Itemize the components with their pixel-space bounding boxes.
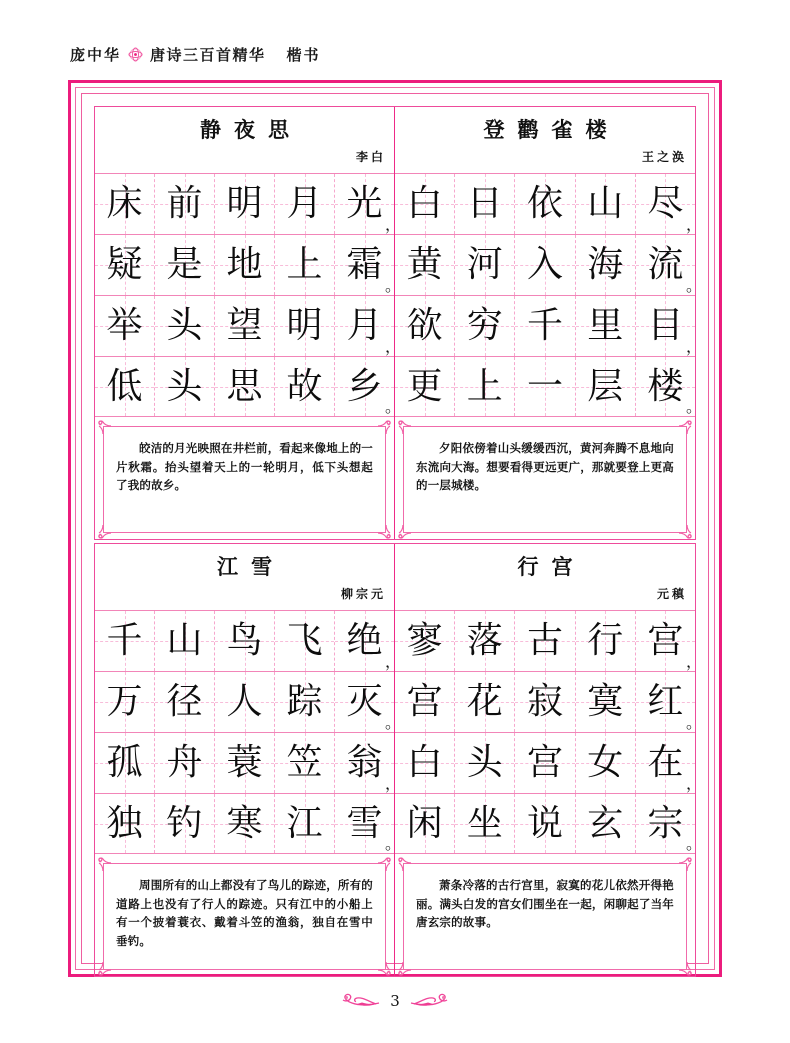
character-cell[interactable] [215,174,275,234]
line-punctuation: 。 [686,834,703,853]
character-glyph: 乡 [346,365,383,407]
corner-flourish-icon [97,961,112,976]
poem-title: 登鹳雀楼 [483,118,620,142]
character-glyph: 地 [226,244,263,285]
character-glyph: 目 [647,305,684,346]
character-cell[interactable] [215,235,275,295]
character-glyph: 楼 [647,365,684,407]
character-glyph: 闲 [406,802,443,844]
character-cell[interactable] [455,174,515,234]
corner-flourish-icon [377,420,392,435]
character-cell[interactable] [576,733,636,793]
character-cell[interactable] [515,296,575,356]
character-glyph: 流 [647,244,684,285]
character-cell[interactable] [515,611,575,671]
poem-header [95,107,394,173]
translation-note-text: 萧条冷落的古行宫里，寂寞的花儿依然开得艳丽。满头白发的宫女们围坐在一起，闲聊起了当年唐玄宗的故事。 [416,878,674,930]
character-glyph: 月 [346,305,383,346]
character-cell[interactable] [576,357,636,416]
character-glyph: 飞 [286,620,323,661]
corner-flourish-icon [678,420,693,435]
line-punctuation: 。 [384,276,401,295]
character-cell[interactable] [576,296,636,356]
character-cell[interactable] [155,611,215,671]
poem-header [95,544,394,610]
translation-note-box [103,426,386,533]
character-cell[interactable] [395,296,455,356]
translation-note-area [95,854,394,976]
character-cell[interactable] [636,672,703,732]
poem-author: 王之涣 [641,150,687,164]
character-cell[interactable] [275,357,335,416]
character-cell[interactable] [95,174,155,234]
character-cell[interactable] [636,174,703,234]
line-punctuation: ， [686,215,703,234]
character-glyph: 白 [406,742,443,783]
character-practice-grid [395,173,703,417]
character-cell[interactable] [335,672,401,732]
character-glyph: 独 [106,802,143,844]
character-cell[interactable] [275,672,335,732]
line-punctuation: ， [384,652,401,671]
character-glyph: 山 [166,620,203,661]
page-number: 3 [390,992,400,1010]
character-glyph: 山 [587,183,624,224]
character-glyph: 寥 [406,620,443,661]
corner-flourish-icon [97,524,112,539]
corner-flourish-icon [678,524,693,539]
character-cell[interactable] [215,611,275,671]
character-glyph: 在 [647,742,684,783]
character-glyph: 翁 [346,742,383,783]
character-glyph: 宫 [406,681,443,722]
character-cell[interactable] [576,611,636,671]
corner-flourish-icon [377,961,392,976]
character-glyph: 说 [527,802,564,844]
character-glyph: 宫 [647,620,684,661]
character-glyph: 里 [587,305,624,346]
character-glyph: 寂 [527,681,564,722]
character-cell[interactable] [576,672,636,732]
character-cell[interactable] [455,672,515,732]
character-glyph: 蓑 [226,742,263,783]
character-glyph: 黄 [406,244,443,285]
grid-row [395,356,703,417]
character-cell[interactable] [395,174,455,234]
character-cell[interactable] [636,794,703,853]
character-glyph: 踪 [286,681,323,722]
character-glyph: 疑 [106,244,143,285]
translation-note-box [103,863,386,970]
character-glyph: 落 [466,620,503,661]
character-cell[interactable] [395,235,455,295]
character-cell[interactable] [395,672,455,732]
character-cell[interactable] [275,174,335,234]
character-practice-grid [395,610,703,854]
grid-row [395,234,703,295]
character-cell[interactable] [95,672,155,732]
grid-row [395,295,703,356]
character-glyph: 头 [166,365,203,407]
character-glyph: 上 [466,365,503,407]
character-glyph: 尽 [647,183,684,224]
translation-note-area [395,854,695,976]
character-cell[interactable] [95,357,155,416]
character-glyph: 上 [286,244,323,285]
character-glyph: 床 [106,183,143,224]
character-cell[interactable] [275,296,335,356]
line-punctuation: ， [686,774,703,793]
character-glyph: 人 [226,681,263,722]
character-glyph: 绝 [346,620,383,661]
character-glyph: 欲 [406,305,443,346]
character-cell[interactable] [515,174,575,234]
character-cell[interactable] [95,235,155,295]
character-glyph: 玄 [587,802,624,844]
character-glyph: 更 [406,365,443,407]
line-punctuation: 。 [686,397,703,416]
character-cell[interactable] [335,235,401,295]
character-glyph: 举 [106,305,143,346]
poem-title: 江雪 [217,555,285,579]
character-glyph: 是 [166,244,203,285]
character-glyph: 径 [166,681,203,722]
corner-flourish-icon [397,420,412,435]
page-footer [0,992,790,1010]
character-glyph: 思 [226,365,263,407]
translation-note-text: 夕阳依傍着山头缓缓西沉，黄河奔腾不息地向东流向大海。想要看得更远更广，那就要登上更高的一层城楼。 [416,441,674,493]
flourish-ornament-icon-left [340,992,380,1010]
character-glyph: 海 [587,244,624,285]
character-glyph: 寞 [587,681,624,722]
poem-block-1 [395,107,703,539]
character-glyph: 日 [466,183,503,224]
line-punctuation: 。 [384,834,401,853]
corner-flourish-icon [97,420,112,435]
poem-author: 柳宗元 [340,587,386,601]
character-cell[interactable] [395,611,455,671]
poem-section-top [94,106,703,540]
character-cell[interactable] [335,357,401,416]
character-glyph: 头 [466,742,503,783]
page-header [70,44,321,65]
character-cell[interactable] [636,235,703,295]
character-practice-grid [95,173,401,417]
character-cell[interactable] [95,296,155,356]
character-cell[interactable] [155,235,215,295]
decorative-page-frame [68,80,722,977]
page-content [94,106,703,951]
poem-header [395,544,695,610]
grid-row [395,173,703,234]
character-glyph: 层 [587,365,624,407]
character-cell[interactable] [275,611,335,671]
character-cell[interactable] [95,733,155,793]
character-cell[interactable] [395,357,455,416]
character-glyph: 穷 [466,305,503,346]
grid-row [95,732,401,793]
grid-row [395,793,703,854]
grid-row [95,671,401,732]
character-glyph: 故 [286,365,323,407]
character-glyph: 明 [286,305,323,346]
flourish-ornament-icon-right [410,992,450,1010]
character-cell[interactable] [215,733,275,793]
poem-title: 行宫 [517,555,586,579]
character-cell[interactable] [335,733,401,793]
character-glyph: 江 [286,802,323,844]
poem-header [395,107,695,173]
line-punctuation: ， [686,337,703,356]
header-author-name: 庞中华 [70,46,122,64]
character-glyph: 笠 [286,742,323,783]
character-glyph: 宫 [527,742,564,783]
line-punctuation: ， [384,337,401,356]
translation-note-box [403,426,687,533]
character-glyph: 入 [527,244,564,285]
character-cell[interactable] [636,611,703,671]
line-punctuation: 。 [384,397,401,416]
character-cell[interactable] [95,794,155,853]
character-cell[interactable] [515,794,575,853]
character-glyph: 月 [286,183,323,224]
character-cell[interactable] [215,296,275,356]
character-glyph: 花 [466,681,503,722]
character-glyph: 低 [106,365,143,407]
character-glyph: 千 [106,620,143,661]
character-cell[interactable] [636,357,703,416]
poem-author: 李白 [355,150,386,164]
line-punctuation: 。 [686,713,703,732]
character-cell[interactable] [515,357,575,416]
line-punctuation: 。 [384,713,401,732]
character-practice-grid [95,610,401,854]
grid-row [95,793,401,854]
character-glyph: 河 [466,244,503,285]
grid-row [395,671,703,732]
character-glyph: 万 [106,681,143,722]
character-glyph: 鸟 [226,620,263,661]
character-glyph: 白 [406,183,443,224]
character-glyph: 望 [226,305,263,346]
corner-flourish-icon [377,857,392,872]
poem-block-2 [95,544,401,976]
character-glyph: 孤 [106,742,143,783]
character-glyph: 雪 [346,802,383,844]
character-cell[interactable] [455,733,515,793]
poem-block-3 [395,544,703,976]
character-glyph: 一 [527,365,564,407]
corner-flourish-icon [397,524,412,539]
translation-note-text: 周围所有的山上都没有了鸟儿的踪迹，所有的道路上也没有了行人的踪迹。只有江中的小船上有一个披着蓑衣、戴着斗笠的渔翁，独自在雪中垂钓。 [116,878,373,948]
character-glyph: 钓 [166,802,203,844]
character-glyph: 光 [346,183,383,224]
character-cell[interactable] [335,611,401,671]
character-glyph: 古 [527,620,564,661]
corner-flourish-icon [97,857,112,872]
poem-section-bottom [94,543,703,977]
character-glyph: 前 [166,183,203,224]
translation-note-box [403,863,687,970]
character-glyph: 霜 [346,244,383,285]
character-glyph: 红 [647,681,684,722]
character-cell[interactable] [335,296,401,356]
grid-row [95,295,401,356]
character-cell[interactable] [515,672,575,732]
corner-flourish-icon [678,857,693,872]
character-glyph: 头 [166,305,203,346]
page-frame-inner-border-2 [81,93,709,964]
character-cell[interactable] [455,296,515,356]
translation-note-area [95,417,394,539]
character-cell[interactable] [155,733,215,793]
character-cell[interactable] [576,174,636,234]
character-cell[interactable] [636,296,703,356]
character-glyph: 行 [587,620,624,661]
grid-row [95,356,401,417]
character-cell[interactable] [215,672,275,732]
character-cell[interactable] [636,733,703,793]
corner-flourish-icon [397,857,412,872]
line-punctuation: ， [384,215,401,234]
grid-row [95,173,401,234]
character-cell[interactable] [275,733,335,793]
poem-block-0 [95,107,401,539]
character-glyph: 千 [527,305,564,346]
line-punctuation: ， [384,774,401,793]
line-punctuation: 。 [686,276,703,295]
header-series-title: 唐诗三百首精华 [150,46,266,64]
corner-flourish-icon [678,961,693,976]
grid-row [395,732,703,793]
character-cell[interactable] [155,794,215,853]
character-cell[interactable] [275,794,335,853]
line-punctuation: ， [686,652,703,671]
character-cell[interactable] [155,174,215,234]
corner-flourish-icon [377,524,392,539]
character-glyph: 舟 [166,742,203,783]
translation-note-text: 皎洁的月光映照在井栏前，看起来像地上的一片秋霜。抬头望着天上的一轮明月，低下头想起了我的故乡。 [116,441,373,493]
character-cell[interactable] [515,733,575,793]
character-cell[interactable] [155,357,215,416]
grid-row [95,234,401,295]
header-script-style: 楷书 [286,46,321,64]
character-cell[interactable] [215,794,275,853]
character-cell[interactable] [155,296,215,356]
character-cell[interactable] [155,672,215,732]
character-glyph: 寒 [226,802,263,844]
poem-author: 元稹 [656,587,687,601]
character-glyph: 明 [226,183,263,224]
character-glyph: 坐 [466,802,503,844]
character-cell[interactable] [395,794,455,853]
grid-row [395,610,703,671]
character-cell[interactable] [335,174,401,234]
page-frame-inner-border [75,87,715,970]
translation-note-area [395,417,695,539]
character-cell[interactable] [576,794,636,853]
character-glyph: 女 [587,742,624,783]
poem-title: 静夜思 [200,118,302,142]
character-cell[interactable] [215,357,275,416]
character-cell[interactable] [95,611,155,671]
corner-flourish-icon [397,961,412,976]
character-cell[interactable] [455,611,515,671]
character-glyph: 灭 [346,681,383,722]
flower-ornament-icon [128,47,143,62]
character-glyph: 依 [527,183,564,224]
character-cell[interactable] [395,733,455,793]
character-cell[interactable] [335,794,401,853]
character-cell[interactable] [455,235,515,295]
character-cell[interactable] [455,357,515,416]
character-cell[interactable] [515,235,575,295]
character-cell[interactable] [455,794,515,853]
character-cell[interactable] [576,235,636,295]
character-cell[interactable] [275,235,335,295]
grid-row [95,610,401,671]
character-glyph: 宗 [647,802,684,844]
